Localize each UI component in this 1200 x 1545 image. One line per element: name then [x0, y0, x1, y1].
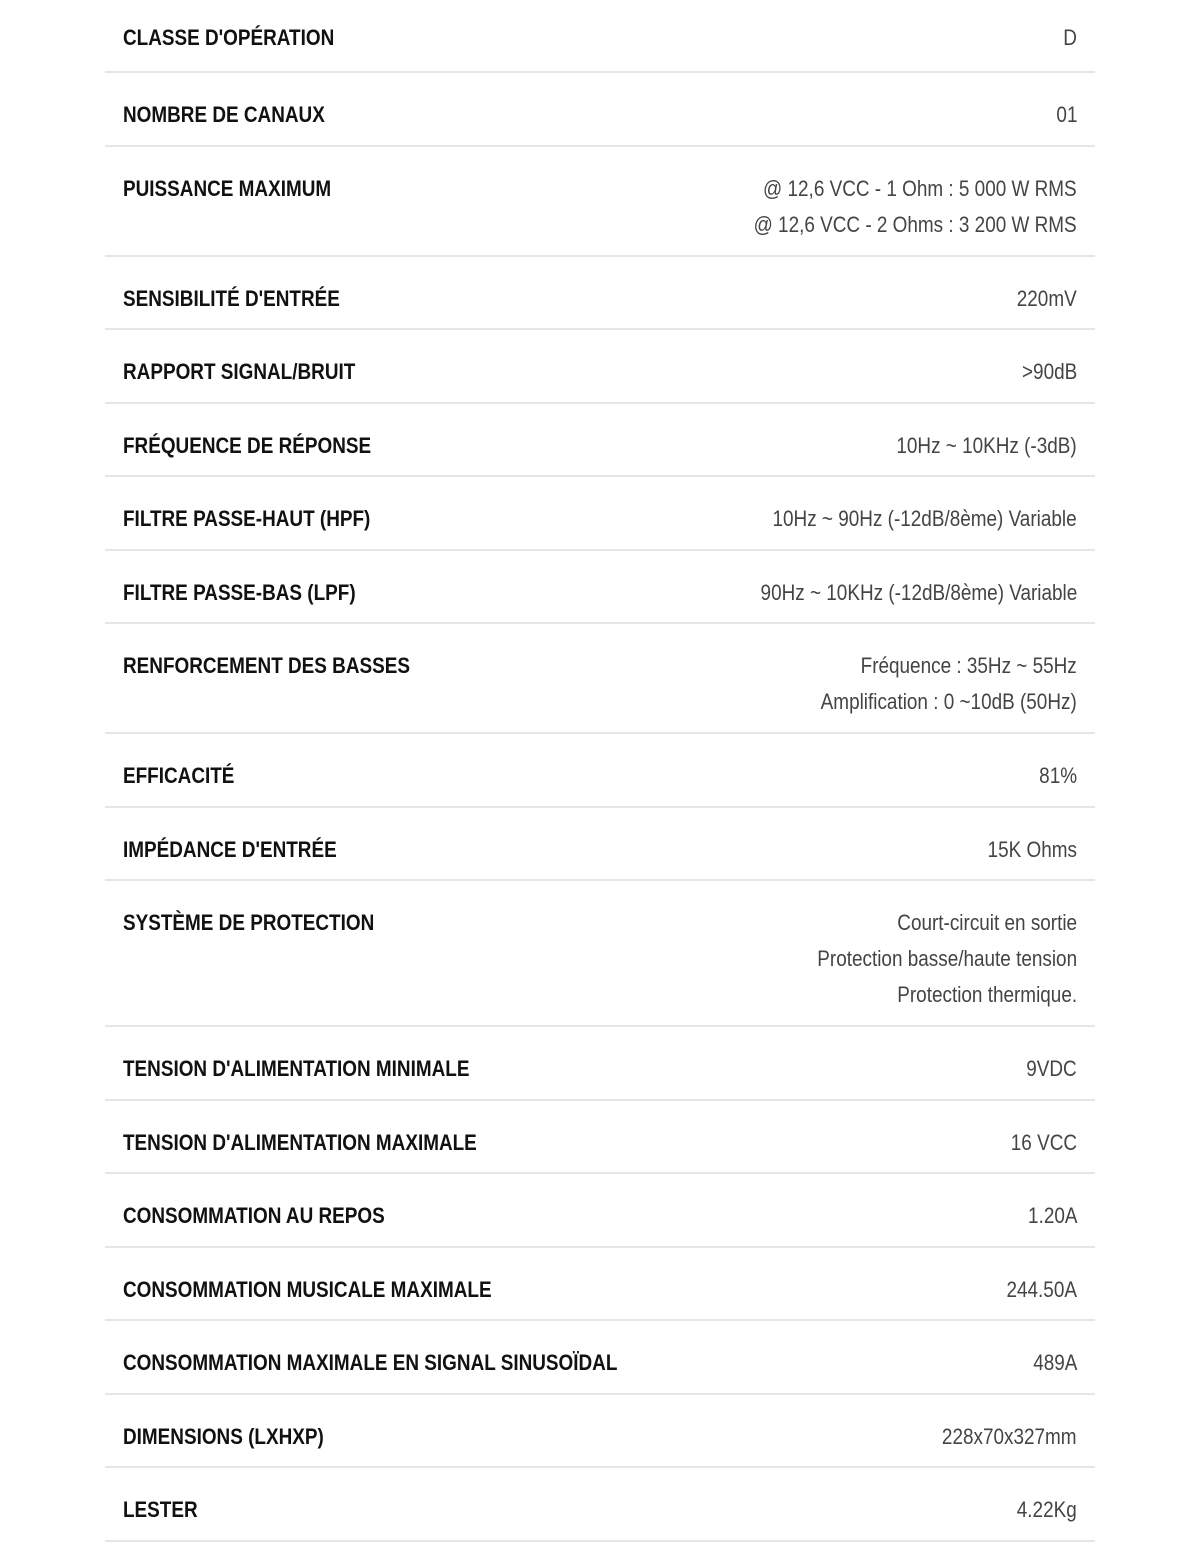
- spec-value: [754, 171, 1077, 243]
- spec-label: TENSION D'ALIMENTATION MINIMALE: [123, 1056, 470, 1081]
- spec-row: [105, 551, 1095, 625]
- spec-table: [105, 0, 1095, 1542]
- spec-value-line: 4.22Kg: [1017, 1497, 1077, 1522]
- spec-label: FRÉQUENCE DE RÉPONSE: [123, 432, 372, 458]
- spec-value: [988, 832, 1077, 868]
- spec-value-line: 01: [1055, 102, 1077, 127]
- spec-label: RENFORCEMENT DES BASSES: [123, 653, 410, 678]
- spec-row: [105, 1395, 1095, 1469]
- spec-row: [105, 147, 1095, 257]
- spec-row: [105, 1027, 1095, 1101]
- spec-value-line: 228x70x327mm: [942, 1423, 1077, 1449]
- spec-value-line: 9VDC: [1026, 1056, 1077, 1081]
- spec-label: LESTER: [123, 1497, 198, 1522]
- spec-label: CONSOMMATION MUSICALE MAXIMALE: [123, 1276, 492, 1302]
- spec-label: CONSOMMATION MAXIMALE EN SIGNAL SINUSOÏDAL: [123, 1350, 618, 1375]
- spec-row: [105, 330, 1095, 404]
- spec-label: EFFICACITÉ: [123, 763, 235, 788]
- spec-value-line: 489A: [1032, 1350, 1077, 1375]
- spec-label: DIMENSIONS (LXHXP): [123, 1423, 324, 1449]
- spec-value-line: 10Hz ~ 90Hz (-12dB/8ème) Variable: [772, 506, 1077, 531]
- spec-row: [105, 257, 1095, 331]
- spec-label: NOMBRE DE CANAUX: [123, 102, 325, 127]
- spec-label: TENSION D'ALIMENTATION MAXIMALE: [123, 1129, 477, 1155]
- spec-value-line: 81%: [1039, 763, 1077, 788]
- spec-value: [760, 575, 1077, 611]
- spec-value-line: 16 VCC: [1010, 1129, 1077, 1155]
- spec-value-line: 15K Ohms: [987, 836, 1077, 862]
- spec-value-line: Fréquence : 35Hz ~ 55Hz: [860, 653, 1077, 678]
- spec-row: [105, 73, 1095, 147]
- spec-value-line: Protection basse/haute tension: [817, 946, 1077, 971]
- spec-value-line: 10Hz ~ 10KHz (-3dB): [896, 432, 1077, 458]
- spec-value: [1063, 20, 1077, 56]
- spec-value: [942, 1419, 1077, 1455]
- spec-value-line: >90dB: [1021, 359, 1077, 384]
- spec-label: FILTRE PASSE-HAUT (HPF): [123, 506, 371, 531]
- spec-label: FILTRE PASSE-BAS (LPF): [123, 579, 356, 605]
- spec-row: [105, 0, 1095, 73]
- spec-value: [897, 428, 1077, 464]
- spec-value-line: @ 12,6 VCC - 2 Ohms : 3 200 W RMS: [753, 211, 1077, 237]
- spec-value: [1039, 758, 1077, 794]
- spec-value: [817, 905, 1077, 1013]
- spec-value: [821, 648, 1077, 720]
- spec-row: [105, 1468, 1095, 1542]
- spec-label: CONSOMMATION AU REPOS: [123, 1203, 385, 1228]
- spec-value: [1028, 1198, 1077, 1234]
- spec-row: [105, 881, 1095, 1027]
- spec-value: [1011, 1125, 1077, 1161]
- spec-label: SYSTÈME DE PROTECTION: [123, 910, 375, 935]
- spec-row: [105, 734, 1095, 808]
- spec-row: [105, 1101, 1095, 1175]
- spec-label: IMPÉDANCE D'ENTRÉE: [123, 836, 337, 862]
- spec-value-line: 90Hz ~ 10KHz (-12dB/8ème) Variable: [760, 579, 1077, 605]
- spec-row: [105, 404, 1095, 478]
- spec-row: [105, 1174, 1095, 1248]
- spec-value-line: Protection thermique.: [897, 982, 1077, 1007]
- spec-value-line: 244.50A: [1006, 1276, 1077, 1302]
- spec-label: PUISSANCE MAXIMUM: [123, 175, 332, 201]
- spec-label: SENSIBILITÉ D'ENTRÉE: [123, 285, 340, 311]
- spec-value: [1033, 1345, 1077, 1381]
- spec-row: [105, 1248, 1095, 1322]
- spec-value-line: Court-circuit en sortie: [897, 910, 1077, 935]
- spec-value-line: 220mV: [1017, 285, 1077, 311]
- spec-value: [1017, 1492, 1077, 1528]
- spec-value: [1007, 1272, 1077, 1308]
- spec-value-line: D: [1063, 25, 1077, 50]
- spec-value-line: Amplification : 0 ~10dB (50Hz): [820, 689, 1077, 714]
- spec-row: [105, 477, 1095, 551]
- spec-value: [1022, 354, 1077, 390]
- spec-row: [105, 808, 1095, 882]
- spec-value: [1056, 97, 1077, 133]
- spec-value: [773, 501, 1077, 537]
- spec-value: [1017, 281, 1077, 317]
- spec-value-line: @ 12,6 VCC - 1 Ohm : 5 000 W RMS: [763, 175, 1077, 201]
- spec-label: CLASSE D'OPÉRATION: [123, 25, 335, 50]
- spec-row: [105, 1321, 1095, 1395]
- spec-label: RAPPORT SIGNAL/BRUIT: [123, 359, 356, 384]
- spec-row: [105, 624, 1095, 734]
- spec-value-line: 1.20A: [1027, 1203, 1077, 1228]
- spec-value: [1027, 1051, 1077, 1087]
